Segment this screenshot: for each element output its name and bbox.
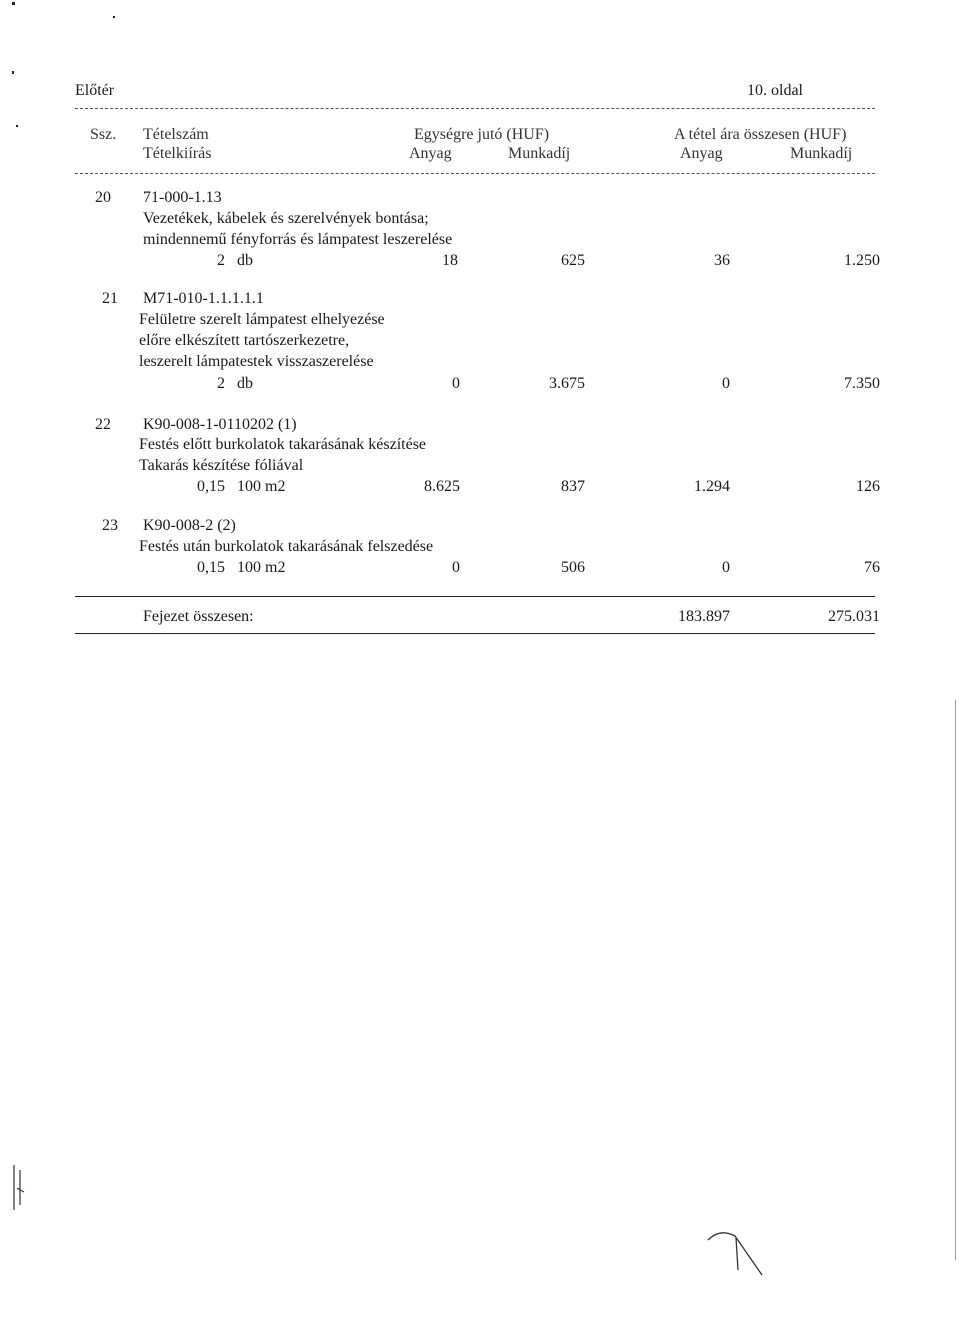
item-unit-material: 0 (452, 559, 460, 576)
item-unit-labor: 506 (561, 559, 585, 576)
item-desc-line: mindennemű fényforrás és lámpatest leszerelése (143, 231, 453, 248)
item-total-labor: 126 (856, 478, 880, 495)
item-unit: 100 m2 (237, 559, 286, 576)
summary-top-divider (75, 596, 875, 597)
item-qty: 0,15 (197, 559, 225, 576)
item-ssz: 23 (102, 517, 118, 534)
item-unit-labor: 3.675 (549, 375, 585, 392)
header-divider (75, 108, 875, 109)
item-total-material: 0 (722, 559, 730, 576)
scan-speck (12, 2, 15, 5)
item-ssz: 20 (95, 189, 111, 206)
item-qty: 2 (217, 252, 225, 269)
col-header-total-labor: Munkadíj (790, 145, 853, 162)
margin-mark (10, 1160, 34, 1220)
item-desc-line: Vezetékek, kábelek és szerelvények bontása; (143, 210, 429, 227)
item-unit: 100 m2 (237, 478, 286, 495)
col-header-tetelszam: Tételszám (143, 126, 209, 143)
summary-label: Fejezet összesen: (143, 608, 254, 625)
col-header-total-material: Anyag (680, 145, 723, 162)
item-code: K90-008-2 (2) (143, 517, 236, 534)
item-unit-labor: 625 (561, 252, 585, 269)
item-desc-line: Felületre szerelt lámpatest elhelyezése (139, 311, 385, 328)
item-desc-line: leszerelt lámpatestek visszaszerelése (139, 353, 374, 370)
page-number: 10. oldal (747, 82, 803, 99)
item-unit: db (237, 375, 253, 392)
col-header-unit-group: Egységre jutó (HUF) (414, 126, 550, 143)
item-total-labor: 1.250 (844, 252, 880, 269)
item-total-material: 36 (714, 252, 730, 269)
item-code: K90-008-1-0110202 (1) (143, 416, 297, 433)
item-code: M71-010-1.1.1.1.1 (143, 290, 264, 307)
item-qty: 2 (217, 375, 225, 392)
scan-margin-line (955, 700, 956, 1260)
item-total-material: 0 (722, 375, 730, 392)
summary-total-labor: 275.031 (828, 608, 880, 625)
item-total-labor: 76 (864, 559, 880, 576)
item-desc-line: Festés után burkolatok takarásának felszedése (139, 538, 434, 555)
item-unit: db (237, 252, 253, 269)
item-unit-material: 8.625 (424, 478, 460, 495)
item-ssz: 22 (95, 416, 111, 433)
column-header-divider (75, 173, 875, 174)
col-header-total-group: A tétel ára összesen (HUF) (674, 126, 847, 143)
item-unit-material: 18 (442, 252, 458, 269)
item-total-material: 1.294 (694, 478, 730, 495)
item-desc-line: Festés előtt burkolatok takarásának készítése (139, 436, 427, 453)
item-ssz: 21 (102, 290, 118, 307)
item-unit-labor: 837 (561, 478, 585, 495)
item-total-labor: 7.350 (844, 375, 880, 392)
handwritten-mark (700, 1220, 770, 1280)
col-header-unit-labor: Munkadíj (508, 145, 571, 162)
scan-speck (12, 71, 14, 74)
summary-total-material: 183.897 (678, 608, 730, 625)
summary-bottom-divider (75, 633, 875, 634)
col-header-tetelkiiras: Tételkiírás (143, 145, 212, 162)
scan-speck (16, 125, 18, 127)
item-desc-line: előre elkészített tartószerkezetre, (139, 332, 350, 349)
item-qty: 0,15 (197, 478, 225, 495)
item-desc-line: Takarás készítése fóliával (139, 457, 304, 474)
col-header-unit-material: Anyag (409, 145, 452, 162)
item-unit-material: 0 (452, 375, 460, 392)
scan-speck (113, 16, 115, 18)
section-title: Előtér (75, 82, 115, 99)
item-code: 71-000-1.13 (143, 189, 222, 206)
col-header-ssz: Ssz. (90, 126, 117, 143)
